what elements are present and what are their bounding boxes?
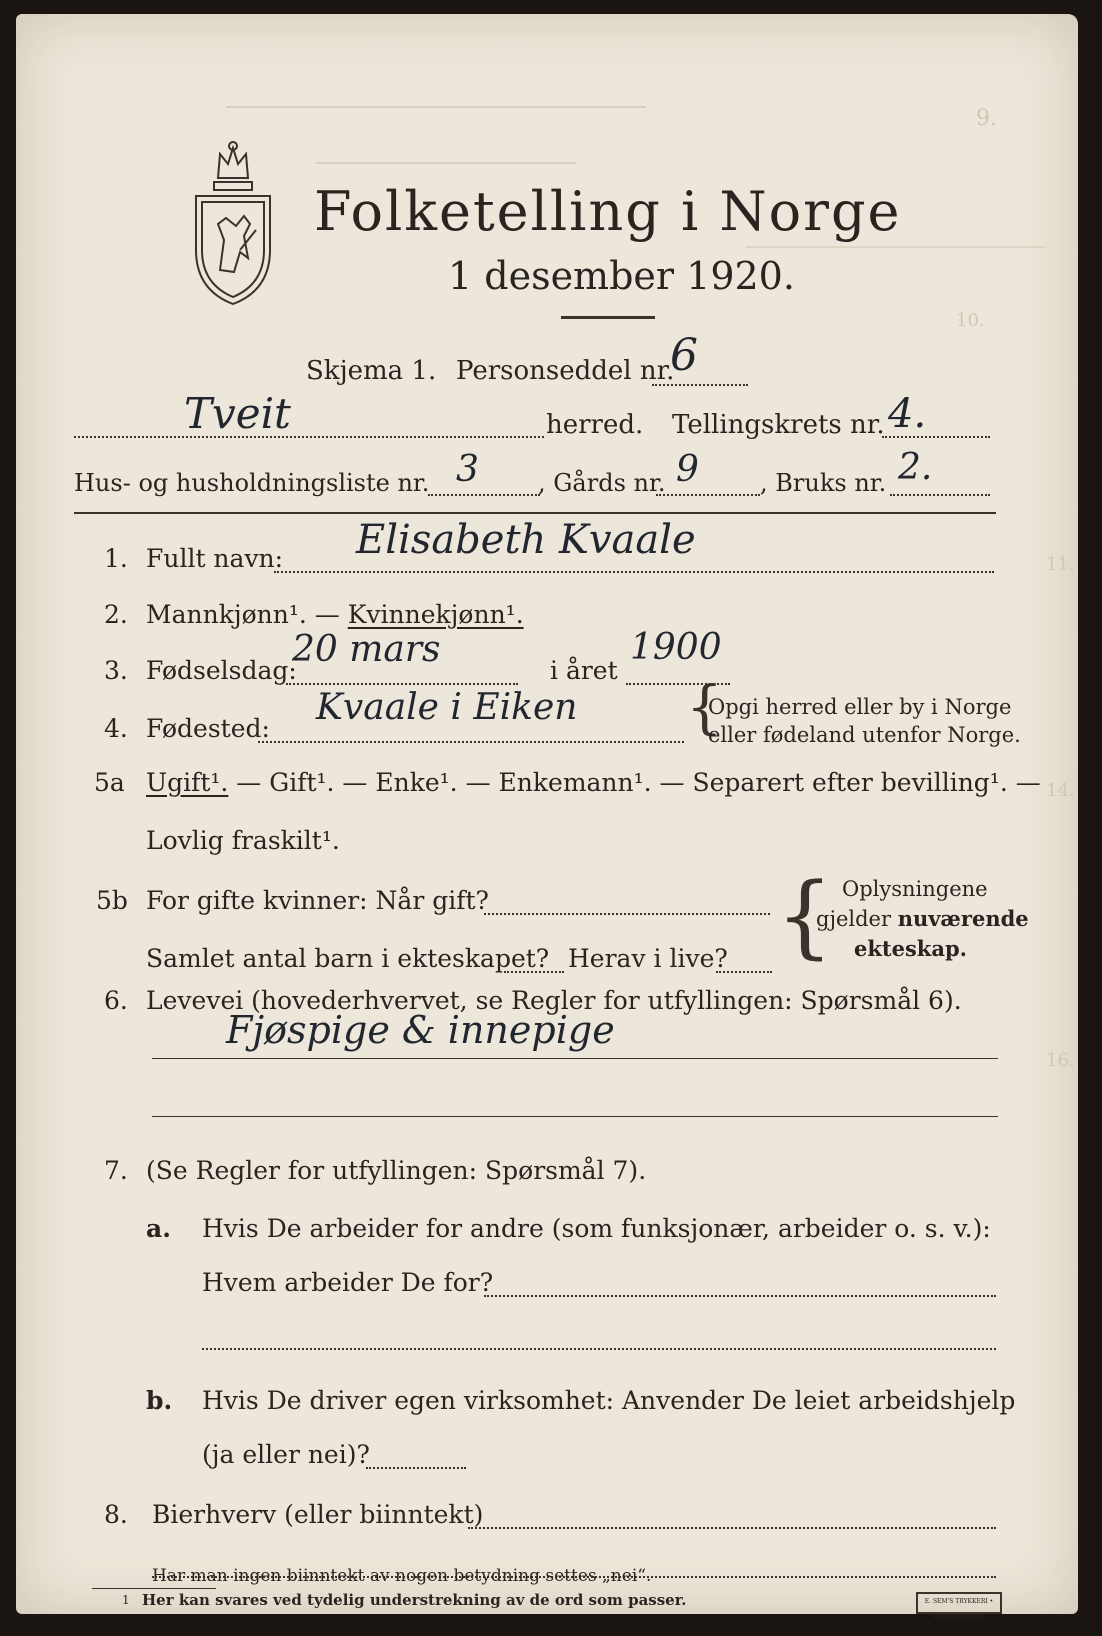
q3-label: Fødselsdag: [146,656,297,685]
gards-value: 9 [676,449,699,490]
q1-answer: Elisabeth Kvaale [356,517,696,563]
schema-label: Skjema 1. [306,356,437,386]
herred-value: Tveit [184,389,291,438]
q8-number: 8. [104,1500,128,1529]
q3-answer: 20 mars [292,629,441,670]
q5b-note-2b: nuværende [897,906,1029,931]
bruks-value: 2. [898,447,933,488]
footer [16,14,1078,1621]
printer-stamp-text: E. SEM'S TRYKKERI • FREDRIKSHALD [924,1598,994,1621]
q3-year-value: 1900 [630,627,722,668]
q8-label: Bierhverv (eller biinntekt) [152,1500,484,1529]
q5a-ugift-option: Ugift¹. [146,768,229,797]
q5b-brace: { [776,864,834,969]
q5a-number: 5a [94,768,125,797]
q7b-text: Hvis De driver egen virksomhet: Anvender De leiet arbeidshjelp [202,1386,1016,1415]
q2-male-option: Mannkjønn¹. [146,600,307,629]
gards-label: , Gårds nr. [538,469,666,497]
bleed-through: 10. [956,310,985,331]
bleed-through: 11. [1046,554,1075,575]
q4-note-1: Opgi herred eller by i Norge [708,695,1012,719]
q4-brace: { [686,673,723,741]
q5a-other-options: — Gift¹. — Enke¹. — Enkemann¹. — Separert efter bevilling¹. — [228,768,1041,797]
herred-label: herred. [546,410,644,440]
bleed-through: 14. [1046,780,1075,801]
q4-answer: Kvaale i Eiken [316,687,578,728]
personseddel-label: Personseddel nr. [456,356,675,386]
q5b-label-married: For gifte kvinner: Når gift? [146,886,489,915]
footnote-text: Her kan svares ved tydelig understrekning av de ord som passer. [142,1591,687,1609]
footnote-mark: 1 [122,1593,130,1607]
q7b-marker: b. [146,1386,173,1415]
q4-number: 4. [104,714,128,743]
bruks-label: , Bruks nr. [760,469,887,497]
q7a-marker: a. [146,1214,171,1243]
printer-stamp [916,1592,1002,1621]
q3-number: 3. [104,656,128,685]
q3-year-label: i året [550,656,618,685]
tellingskrets-label: Tellingskrets nr. [672,410,885,440]
q5b-note-1: Oplysningene [842,877,988,901]
q5b-note-3: ekteskap. [854,936,967,961]
form-title: Folketelling i Norge [314,180,902,243]
q7a-text: Hvis De arbeider for andre (som funksjonær, arbeider o. s. v.): [202,1214,991,1243]
footer-note-visible: Har man ingen biinntekt av nogen betydning settes „nei“. [152,1566,652,1586]
q2-female-option: Kvinnekjønn¹. [347,600,524,629]
bleed-through: 9. [976,106,997,131]
q6-answer: Fjøspige & innepige [226,1008,615,1052]
q5b-label-alive: Herav i live? [568,944,728,973]
q7b-question: (ja eller nei)? [202,1440,370,1469]
q5b-number: 5b [96,886,128,915]
q2-separator: — [306,600,348,629]
personseddel-value: 6 [670,330,698,381]
q7-number: 7. [104,1156,128,1185]
husliste-value: 3 [456,449,479,490]
husliste-label: Hus- og husholdningsliste nr. [74,469,430,497]
q4-label: Fødested: [146,714,270,743]
census-date: 1 desember 1920. [448,254,795,298]
q6-number: 6. [104,986,128,1015]
bleed-through: 16. [1046,1050,1075,1071]
q4-note-2: eller fødeland utenfor Norge. [708,723,1021,747]
q5a-line2: Lovlig fraskilt¹. [146,826,340,855]
q5b-label-children: Samlet antal barn i ekteskapet? [146,944,550,973]
q7-label: (Se Regler for utfyllingen: Spørsmål 7). [146,1156,647,1185]
footnote-rule [92,1588,216,1589]
q1-number: 1. [104,544,128,573]
tellingskrets-value: 4. [888,391,927,437]
q7a-question: Hvem arbeider De for? [202,1268,494,1297]
q6-label: Levevei (hovederhvervet, se Regler for utfyllingen: Spørsmål 6). [146,986,962,1015]
q1-label: Fullt navn: [146,544,284,573]
q5b-note-2a: gjelder [816,907,898,931]
q2-number: 2. [104,600,128,629]
